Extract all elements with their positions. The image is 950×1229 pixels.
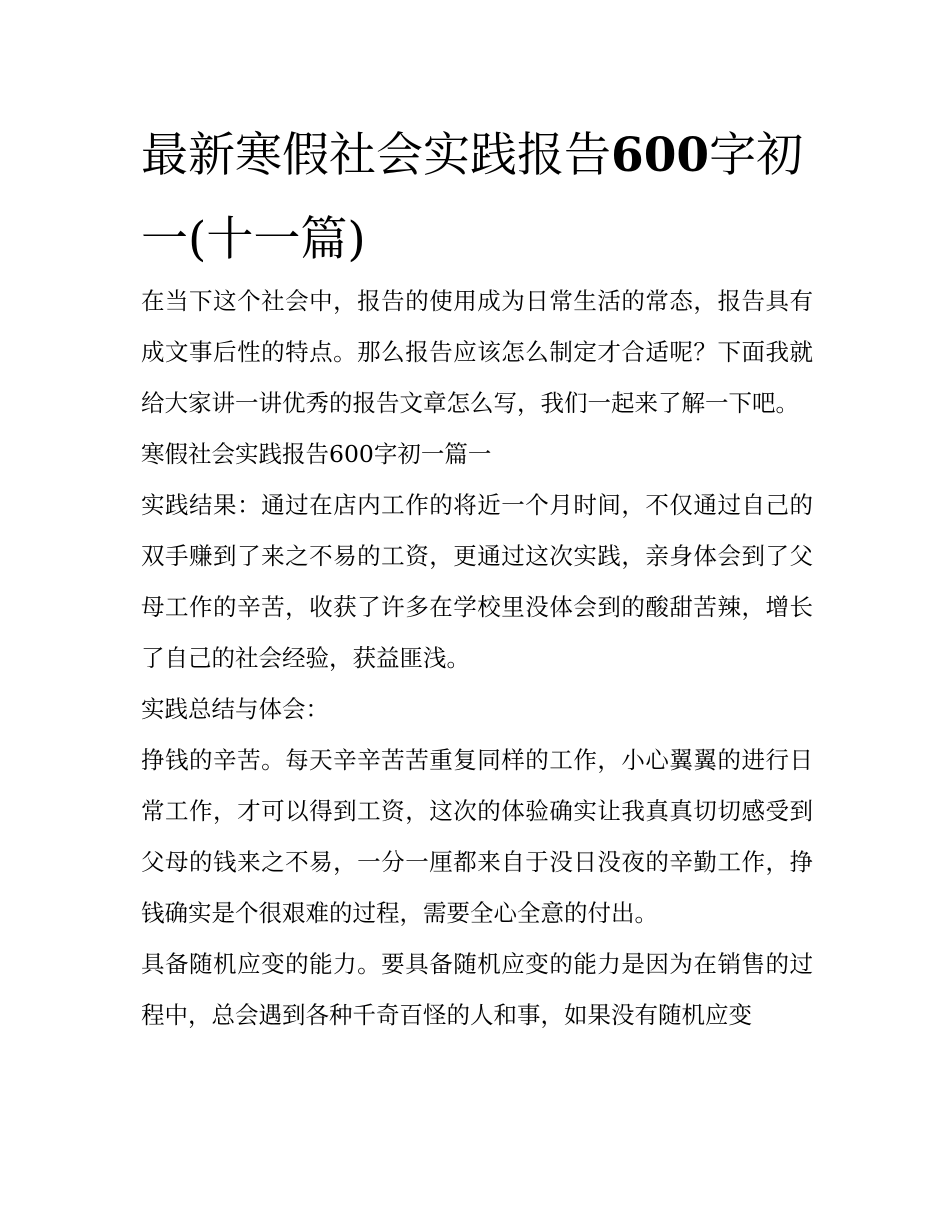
document-title: 最新寒假社会实践报告600字初一(十一篇) xyxy=(141,128,804,267)
intro-paragraph: 在当下这个社会中，报告的使用成为日常生活的常态，报告具有成文事后性的特点。那么报告应该怎么制定才合适呢？下面我就给大家讲一讲优秀的报告文章怎么写，我们一起来了解一下吧。 xyxy=(141,287,813,417)
section-heading: 寒假社会实践报告600字初一篇一 xyxy=(141,440,492,468)
document-body xyxy=(141,276,813,1041)
adaptability-paragraph: 具备随机应变的能力。要具备随机应变的能力是因为在销售的过程中，总会遇到各种千奇百怪的人和事，如果没有随机应变 xyxy=(141,950,813,1029)
earning-hardship-paragraph: 挣钱的辛苦。每天辛辛苦苦重复同样的工作，小心翼翼的进行日常工作，才可以得到工资，这次的体验确实让我真真切切感受到父母的钱来之不易，一分一厘都来自于没日没夜的辛勤工作，挣钱确实是个很艰难的过程，需要全心全意的付出。 xyxy=(141,746,813,927)
practice-result-paragraph: 实践结果：通过在店内工作的将近一个月时间，不仅通过自己的双手赚到了来之不易的工资，更通过这次实践，亲身体会到了父母工作的辛苦，收获了许多在学校里没体会到的酸甜苦辣，增长了自己的社会经验，获益匪浅。 xyxy=(141,491,813,672)
title-number: 600 xyxy=(611,128,710,183)
summary-heading: 实践总结与体会： xyxy=(141,695,329,723)
